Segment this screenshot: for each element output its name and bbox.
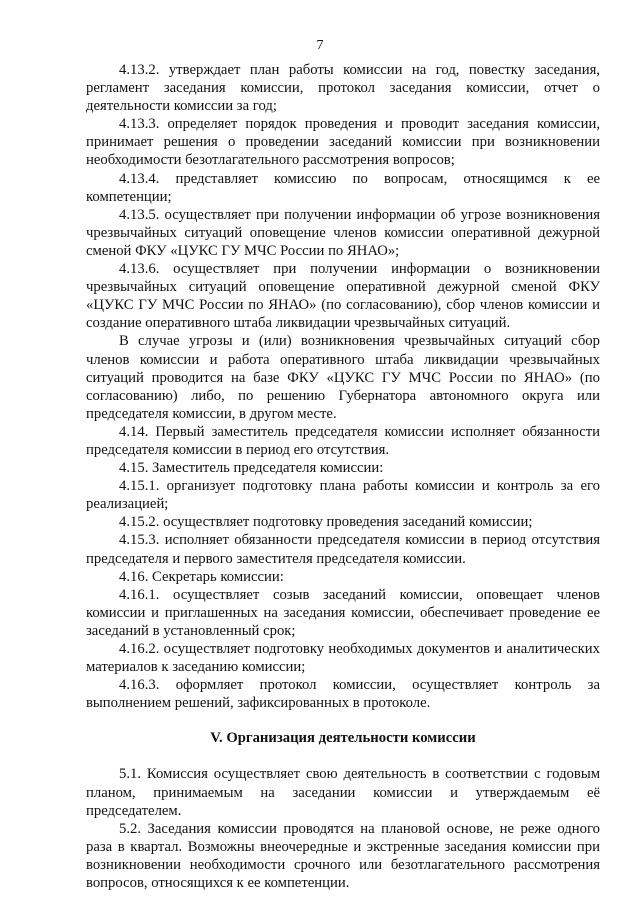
paragraph-emergency-location: В случае угрозы и (или) возникновения чрезвычайных ситуаций сбор членов комиссии и работа оперативного штаба ликвидации чрезвычайных ситуаций проводится на базе ФКУ «ЦУКС ГУ МЧС России по ЯНАО» (по согласованию) либо, по решению Губернатора автономного округа или председателя комиссии, в другом месте. xyxy=(86,333,600,422)
paragraph-4-13-3: 4.13.3. определяет порядок проведения и проводит заседания комиссии, принимает решения о проведении заседаний комиссии при возникновении необходимости безотлагательного рассмотрения вопросов; xyxy=(86,116,600,169)
paragraph-5-1: 5.1. Комиссия осуществляет свою деятельность в соответствии с годовым планом, принимаемым на заседании комиссии и утверждаемым её председателем. xyxy=(86,766,600,819)
paragraph-4-16-1: 4.16.1. осуществляет созыв заседаний комиссии, оповещает членов комиссии и приглашенных на заседания комиссии, обеспечивает проведение ее заседаний в установленный срок; xyxy=(86,586,600,639)
paragraph-4-15: 4.15. Заместитель председателя комиссии: xyxy=(119,460,384,477)
paragraph-4-16-3: 4.16.3. оформляет протокол комиссии, осуществляет контроль за выполнением решений, зафиксированных в протоколе. xyxy=(86,677,600,712)
paragraph-4-13-5: 4.13.5. осуществляет при получении информации об угрозе возникновения чрезвычайных ситуаций оповещение членов комиссии оперативной дежурной сменой ФКУ «ЦУКС ГУ МЧС России по ЯНАО»; xyxy=(86,206,600,259)
paragraph-4-13-2: 4.13.2. утверждает план работы комиссии на год, повестку заседания, регламент заседания комиссии, протокол заседания комиссии, отчет о деятельности комиссии за год; xyxy=(86,62,600,115)
paragraph-5-2: 5.2. Заседания комиссии проводятся на плановой основе, не реже одного раза в квартал. Возможны внеочередные и экстренные заседания комиссии при возникновении необходимости срочного или безотлагательного рассмотрения вопросов, относящихся к ее компетенции. xyxy=(86,820,600,892)
page-number: 7 xyxy=(316,38,324,53)
paragraph-4-15-2: 4.15.2. осуществляет подготовку проведения заседаний комиссии; xyxy=(119,514,533,531)
paragraph-4-14: 4.14. Первый заместитель председателя комиссии исполняет обязанности председателя комиссии в период его отсутствия. xyxy=(86,423,600,458)
paragraph-4-15-1: 4.15.1. организует подготовку плана работы комиссии и контроль за его реализацией; xyxy=(86,478,600,513)
document-body xyxy=(86,61,600,892)
paragraph-4-13-4: 4.13.4. представляет комиссию по вопросам, относящимся к ее компетенции; xyxy=(86,170,600,205)
paragraph-4-16: 4.16. Секретарь комиссии: xyxy=(119,568,284,585)
paragraph-4-16-2: 4.16.2. осуществляет подготовку необходимых документов и аналитических материалов к заседанию комиссии; xyxy=(86,641,600,676)
paragraph-4-13-6: 4.13.6. осуществляет при получении информации о возникновении чрезвычайных ситуаций оповещение оперативной дежурной сменой ФКУ «ЦУКС ГУ МЧС России по ЯНАО» (по согласованию), сбор членов комиссии и создание оперативного штаба ликвидации чрезвычайных ситуаций. xyxy=(86,261,600,332)
paragraph-4-15-3: 4.15.3. исполняет обязанности председателя комиссии в период отсутствия председателя и первого заместителя председателя комиссии. xyxy=(86,532,600,567)
section-title: V. Организация деятельности комиссии xyxy=(210,730,476,747)
